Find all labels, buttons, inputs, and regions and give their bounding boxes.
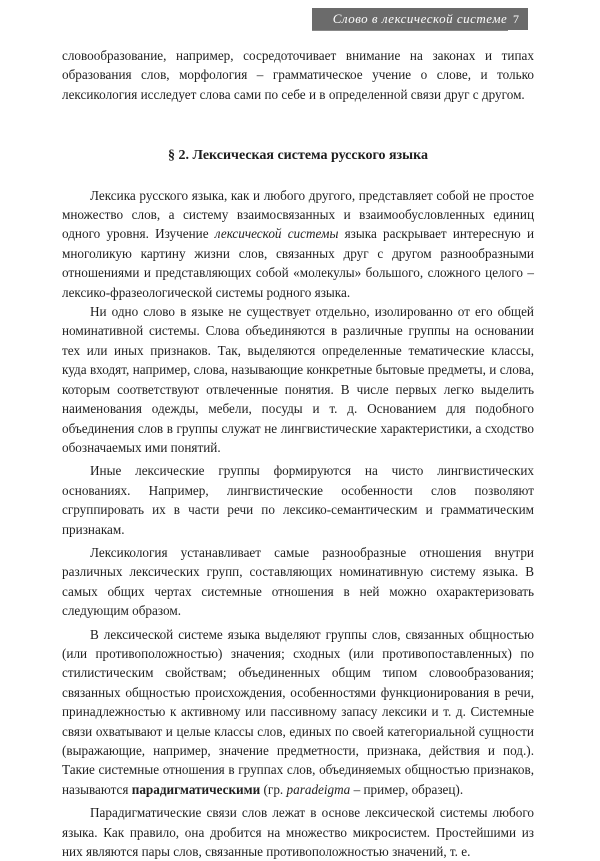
text-run: Лексика русского языка, как и любого другого, представляет собой не простое множество слов, а систему взаимосвязанных и взаимообусловленных единиц одного уровня. Изучение bbox=[62, 187, 534, 242]
paragraph-continued: словообразование, например, сосредоточивает внимание на законах и типах образования слов, морфология – грамматическое учение о слове, и только лексикология исследует слова сами по себе и в определенной связи друг с другом. bbox=[62, 48, 534, 102]
bold-term: парадигматическими bbox=[131, 781, 261, 797]
paragraph: Лексикология устанавливает самые разнообразные отношения внутри различных лексических групп, составляющих номинативную систему языка. В самых общих чертах системные отношения в ней можно охарактеризовать следующим образом. bbox=[62, 544, 534, 619]
italic-term: paradeigma bbox=[286, 781, 351, 797]
paragraph: Иные лексические группы формируются на чисто лингвистических основаниях. Например, лингвистические особенности слов позволяют сгруппировать их в части речи по лексико-семантическим и грамматическим признакам. bbox=[62, 463, 534, 537]
text-run: В лексической системе языка выделяют группы слов, связанных общностью (или противоположностью) значения; сходных (или противопоставленных) по стилистическим свойствам; объединенных общим типом словообразования; связанных общностью происхождения, особенностями функционирования в речи, принадлежностью к активному или пассивному запасу лексики и т. д. Системные связи охватывают и целые классы слов, единых по своей категориальной сущности (выражающие, например, значение предметности, признака, действия и под.). Такие системные отношения в группах слов, объединяемых общностью признаков, называются bbox=[62, 626, 534, 797]
text-run: (гр. bbox=[260, 781, 287, 797]
paragraph bbox=[62, 625, 534, 800]
paragraph: Парадигматические связи слов лежат в основе лексической системы любого языка. Как правило, она дробится на множество микросистем. Простейшими из них являются пары слов, связанные противоположностью значений, т. е. bbox=[62, 805, 534, 860]
page-number: 7 bbox=[513, 12, 519, 26]
running-title: Слово в лексической системе bbox=[332, 11, 508, 26]
running-header bbox=[312, 8, 528, 30]
paragraph bbox=[62, 186, 534, 302]
section-title: § 2. Лексическая система русского языка bbox=[168, 148, 428, 164]
page-body bbox=[62, 46, 534, 861]
text-run: языка раскрывает интересную и многоликую картину жизни слов, связанных друг с другом разнообразными отношениями и представляющих собой «молекулы» большого, сложного целого – лексико-фразеологической системы родного языка. bbox=[62, 226, 534, 300]
paragraph: Ни одно слово в языке не существует отдельно, изолированно от его общей номинативной системы. Слова объединяются в различные группы на основании тех или иных признаков. Так, выделяются определенные тематические классы, куда входят, например, слова, называющие конкретные бытовые предметы, и слова, которым соответствуют отвлеченные понятия. В числе первых легко выделить наименования одежды, мебели, посуды и т. д. Основанием для подобного объединения слов в группы служат не лингвистические характеристики, а сходство обозначаемых ими понятий. bbox=[62, 304, 534, 455]
text-run: – пример, образец). bbox=[350, 781, 464, 797]
italic-term: лексической системы bbox=[214, 226, 339, 242]
header-rule bbox=[312, 30, 508, 31]
